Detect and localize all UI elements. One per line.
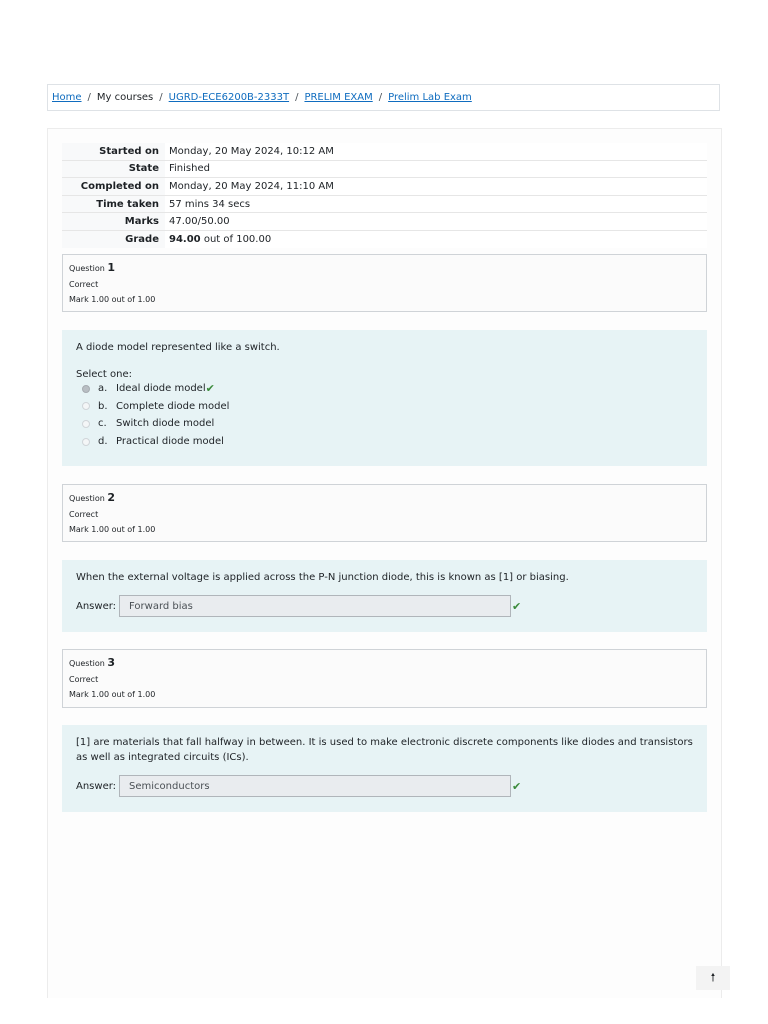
option-text: Ideal diode model [116, 383, 206, 395]
summary-value: 47.00/50.00 [165, 213, 707, 231]
option-letter: a. [98, 383, 108, 395]
question-1-info [62, 254, 707, 312]
answer-row [76, 775, 693, 797]
grade-score: 94.00 [169, 233, 201, 245]
question-2-info [62, 484, 707, 542]
question-prefix: Question [69, 264, 105, 273]
option-text: Switch diode model [116, 418, 215, 430]
breadcrumb-quiz[interactable]: Prelim Lab Exam [388, 92, 472, 103]
option-text: Complete diode model [116, 400, 230, 412]
option-a[interactable] [76, 380, 693, 398]
radio-button[interactable] [82, 402, 90, 410]
radio-button[interactable] [82, 438, 90, 446]
summary-value [165, 230, 707, 247]
question-number-value: 2 [107, 491, 115, 504]
option-letter: b. [98, 400, 108, 412]
option-text: Practical diode model [116, 436, 224, 448]
answer-input[interactable]: Semiconductors [119, 775, 511, 797]
summary-label: Started on [99, 145, 159, 157]
select-one-prompt: Select one: [76, 369, 133, 380]
arrow-up-icon: 🠕 [710, 970, 716, 984]
option-d[interactable] [76, 433, 693, 451]
question-3-content [62, 725, 707, 812]
radio-button[interactable] [82, 385, 90, 393]
question-2-content [62, 560, 707, 632]
answer-input[interactable]: Forward bias [119, 595, 511, 617]
question-mark: Mark 1.00 out of 1.00 [69, 690, 156, 699]
summary-label: Marks [124, 216, 159, 228]
question-state: Correct [69, 675, 99, 684]
question-state: Correct [69, 510, 99, 519]
question-text: [1] are materials that fall halfway in between. It is used to make electronic discrete components like diodes and transistors as well as integrated circuits (ICs). [76, 737, 693, 763]
summary-label: Grade [125, 233, 159, 245]
question-number-value: 3 [107, 656, 115, 669]
question-number [69, 656, 700, 669]
summary-label: State [128, 163, 159, 175]
answer-row [76, 595, 693, 617]
grade-suffix: out of 100.00 [203, 233, 272, 245]
question-number [69, 261, 700, 274]
back-to-top-button[interactable] [696, 966, 730, 990]
option-letter: d. [98, 436, 108, 448]
breadcrumb-separator: / [159, 92, 163, 103]
breadcrumb-separator: / [378, 92, 383, 103]
radio-button[interactable] [82, 420, 90, 428]
summary-row [62, 178, 707, 196]
question-1-content [62, 330, 707, 466]
option-b[interactable] [76, 398, 693, 416]
summary-value: Monday, 20 May 2024, 11:10 AM [165, 178, 707, 196]
attempt-summary-table [62, 143, 707, 248]
summary-row [62, 143, 707, 160]
summary-value: 57 mins 34 secs [165, 195, 707, 213]
answer-label: Answer: [76, 600, 117, 612]
question-state: Correct [69, 280, 99, 289]
breadcrumb-home[interactable]: Home [52, 92, 82, 103]
summary-label: Completed on [80, 180, 159, 192]
question-prefix: Question [69, 659, 105, 668]
question-prefix: Question [69, 494, 105, 503]
summary-row [62, 213, 707, 231]
breadcrumb-separator: / [295, 92, 299, 103]
answer-options [76, 380, 693, 450]
summary-row [62, 195, 707, 213]
question-mark: Mark 1.00 out of 1.00 [69, 295, 156, 304]
breadcrumb-my-courses: My courses [96, 92, 154, 103]
option-c[interactable] [76, 415, 693, 433]
breadcrumb-separator: / [87, 92, 91, 103]
breadcrumb-section[interactable]: PRELIM EXAM [304, 92, 373, 103]
check-icon: ✔ [512, 779, 522, 793]
summary-label: Time taken [96, 198, 159, 210]
summary-row [62, 230, 707, 247]
question-mark: Mark 1.00 out of 1.00 [69, 525, 156, 534]
question-number [69, 491, 700, 504]
answer-label: Answer: [76, 780, 117, 792]
option-letter: c. [98, 418, 107, 430]
question-3-info [62, 649, 707, 708]
summary-value: Finished [165, 160, 707, 178]
summary-value: Monday, 20 May 2024, 10:12 AM [165, 143, 707, 160]
summary-row [62, 160, 707, 178]
question-text: A diode model represented like a switch. [76, 342, 280, 353]
check-icon: ✔ [512, 599, 522, 613]
check-icon: ✔ [205, 382, 215, 396]
breadcrumb-course[interactable]: UGRD-ECE6200B-2333T [168, 92, 290, 103]
breadcrumb [47, 84, 720, 111]
question-number-value: 1 [107, 261, 115, 274]
question-text: When the external voltage is applied across the P-N junction diode, this is known as [1] or biasing. [76, 572, 569, 583]
